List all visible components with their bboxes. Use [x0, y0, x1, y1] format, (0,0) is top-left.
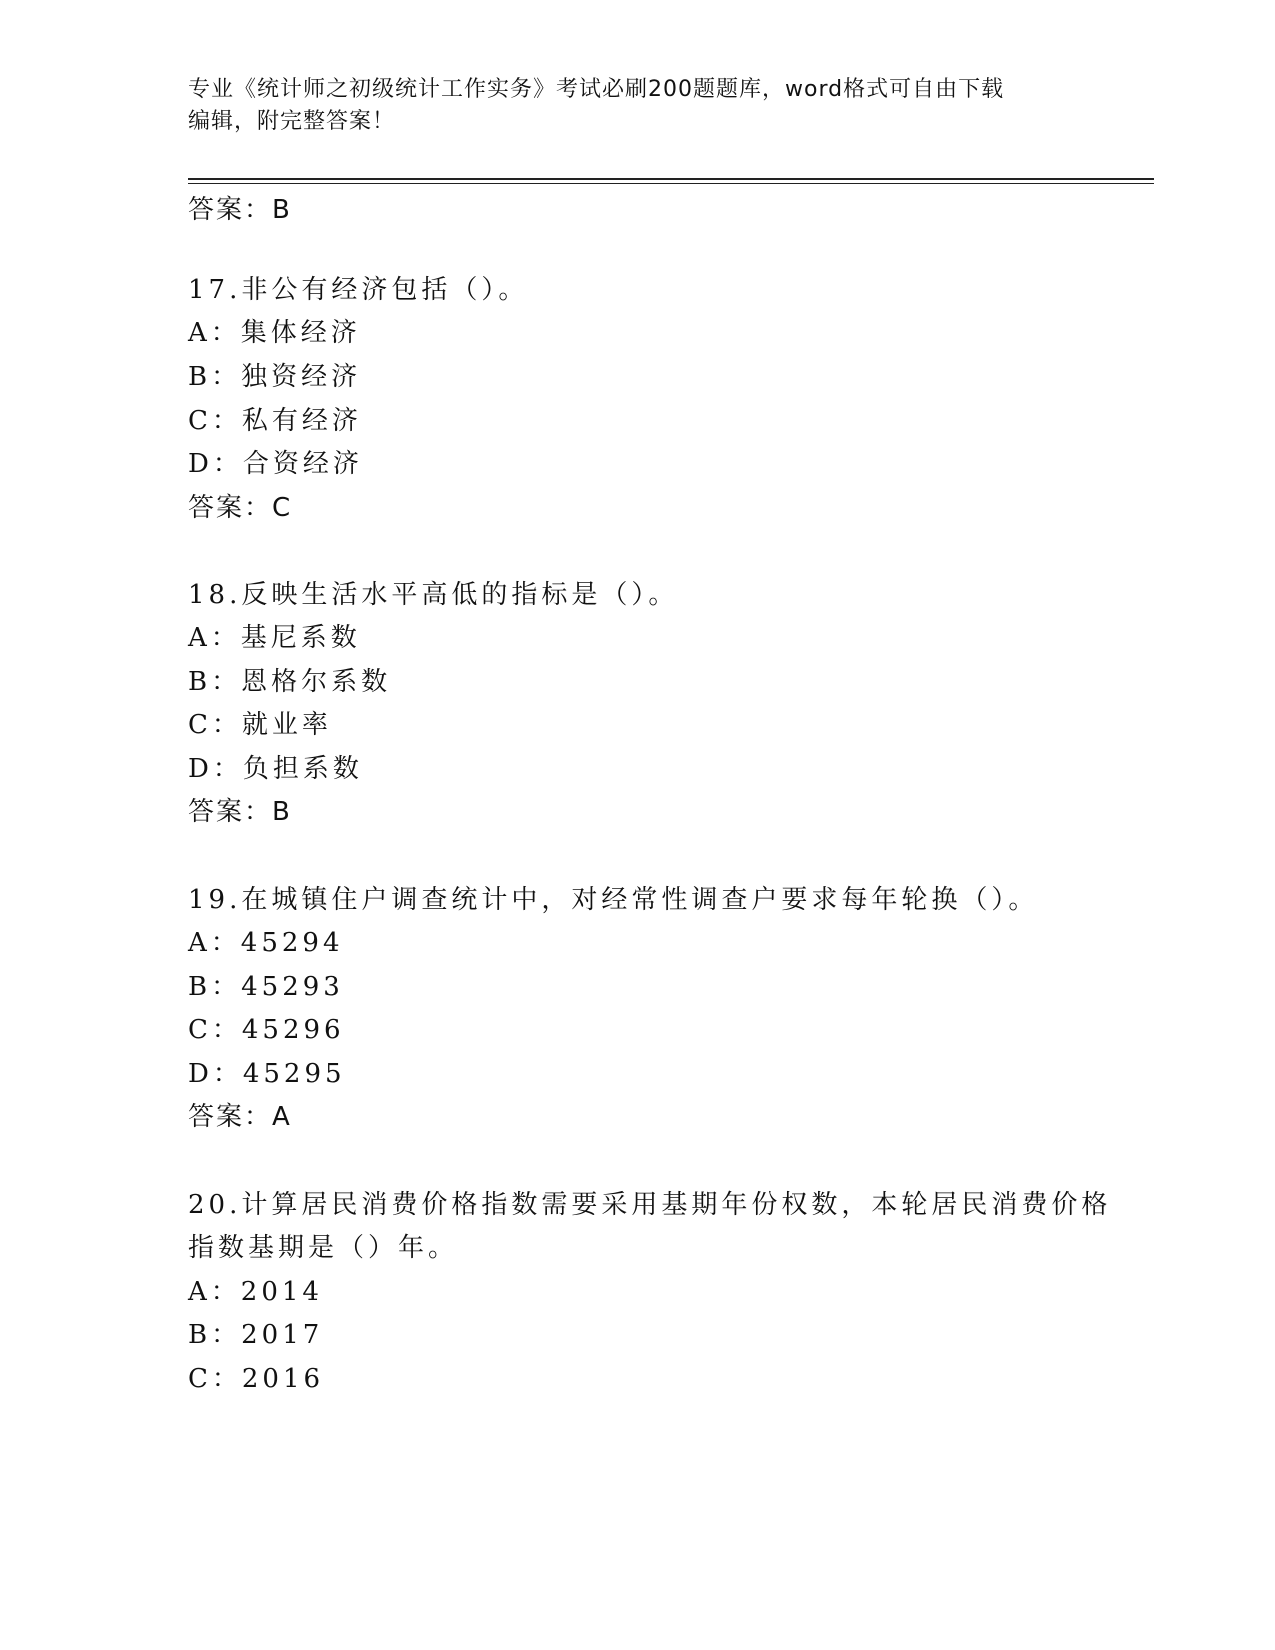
answer-line: 答案：C: [188, 493, 293, 523]
option-b: B：独资经济: [188, 362, 362, 392]
question-stem-line-1: 20.计算居民消费价格指数需要采用基期年份权数，本轮居民消费价格: [188, 1190, 1112, 1220]
answer-line: 答案：A: [188, 1102, 292, 1132]
header-rule-thin: [188, 183, 1154, 184]
question-stem: 17.非公有经济包括（）。: [188, 275, 529, 305]
option-a: A：45294: [188, 928, 344, 958]
option-c: C：45296: [188, 1015, 345, 1045]
document-header: [188, 74, 1088, 138]
option-d: D：负担系数: [188, 754, 363, 784]
answer-line: 答案：B: [188, 195, 292, 225]
question-stem-line-2: 指数基期是（）年。: [188, 1233, 459, 1263]
option-c: C：就业率: [188, 710, 332, 740]
option-b: B：恩格尔系数: [188, 667, 392, 697]
header-line-2: 编辑，附完整答案！: [188, 109, 396, 134]
option-a: A：2014: [188, 1277, 323, 1307]
option-c: C：2016: [188, 1364, 325, 1394]
question-stem: 19.在城镇住户调查统计中，对经常性调查户要求每年轮换（）。: [188, 885, 1039, 915]
header-line-1: 专业《统计师之初级统计工作实务》考试必刷200题题库，word格式可自由下载: [188, 77, 1005, 102]
option-d: D：合资经济: [188, 449, 363, 479]
option-a: A：基尼系数: [188, 623, 361, 653]
option-c: C：私有经济: [188, 406, 362, 436]
answer-line: 答案：B: [188, 797, 292, 827]
option-b: B：45293: [188, 972, 344, 1002]
option-a: A：集体经济: [188, 318, 361, 348]
option-d: D：45295: [188, 1059, 346, 1089]
header-rule-thick: [188, 178, 1154, 180]
question-stem: 18.反映生活水平高低的指标是（）。: [188, 580, 679, 610]
option-b: B：2017: [188, 1320, 324, 1350]
